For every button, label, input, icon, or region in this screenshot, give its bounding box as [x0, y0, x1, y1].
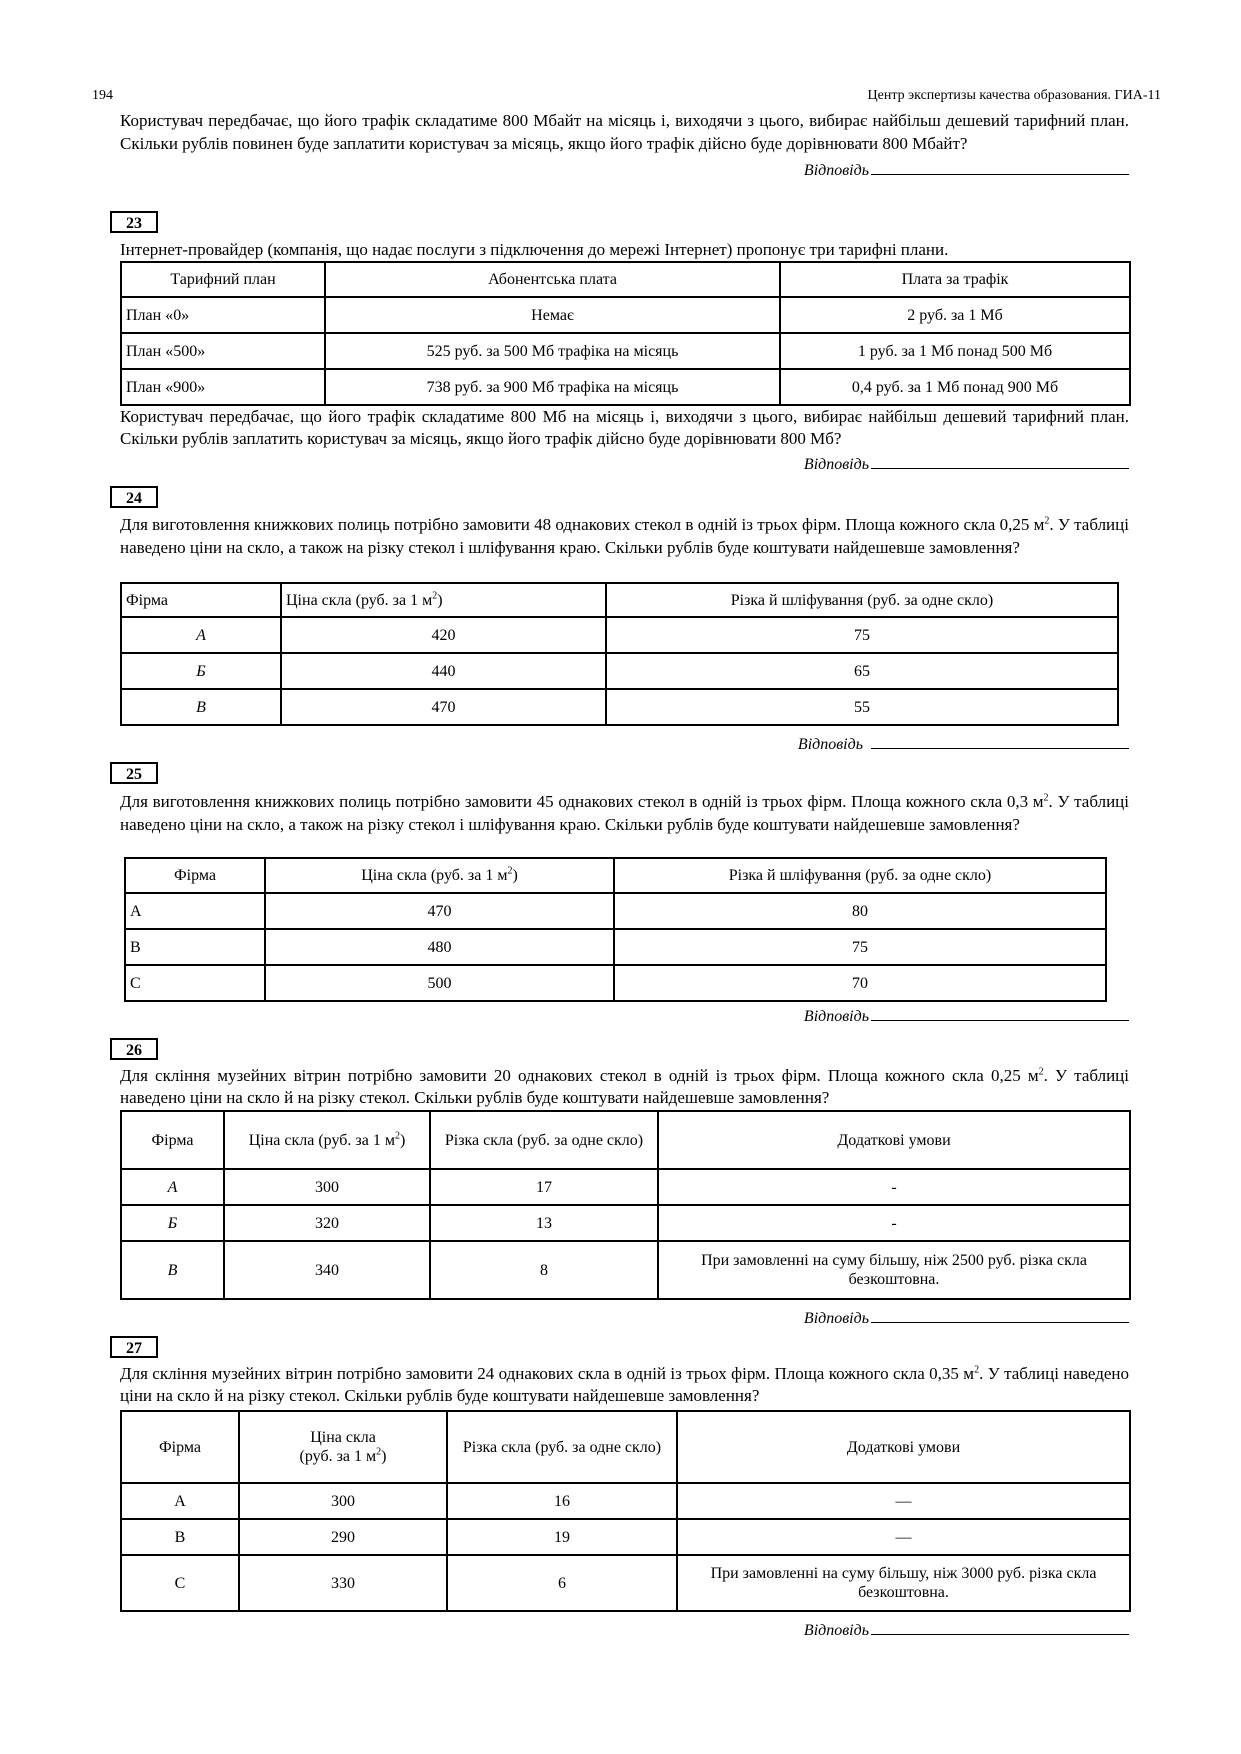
table-cell: 65 [606, 653, 1118, 689]
table-cell: 300 [224, 1169, 430, 1205]
table-cell: 19 [447, 1519, 677, 1555]
table-cell: 8 [430, 1241, 658, 1299]
table-cell: В [121, 689, 281, 725]
table-cell: План «900» [121, 369, 325, 405]
answer-label: Відповідь [797, 736, 863, 753]
header-cell: Тарифний план [121, 262, 325, 297]
answer-line[interactable] [871, 1004, 1129, 1021]
superscript: 2 [1038, 1066, 1044, 1078]
text-part: Для виготовлення книжкових полиць потрібно замовити 48 однакових стекол в одній із трьох фірм. Площа кожного скла 0,25 м [120, 515, 1045, 534]
task27-table [120, 1410, 1131, 1612]
table-cell: - [658, 1205, 1130, 1241]
table-cell: В [121, 1241, 224, 1299]
answer-line[interactable] [871, 732, 1129, 749]
header-cell: Різка й шліфування (руб. за одне скло) [614, 858, 1106, 893]
table-row [125, 929, 1106, 965]
table-cell: 0,4 руб. за 1 Мб понад 900 Мб [780, 369, 1130, 405]
table-header-row [121, 1111, 1130, 1169]
table-cell: 1 руб. за 1 Мб понад 500 Мб [780, 333, 1130, 369]
table-header-row [121, 583, 1118, 617]
task27-text [120, 1363, 1129, 1407]
table-cell: А [121, 617, 281, 653]
table-cell: - [658, 1169, 1130, 1205]
table-cell: 470 [265, 893, 614, 929]
superscript: 2 [1043, 792, 1049, 804]
table-header-row [125, 858, 1106, 893]
table-row [121, 1205, 1130, 1241]
header-cell: Плата за трафік [780, 262, 1130, 297]
table-header-row [121, 262, 1130, 297]
answer-line[interactable] [871, 158, 1129, 175]
table-cell: 440 [281, 653, 606, 689]
header-cell: Додаткові умови [677, 1411, 1130, 1483]
table-cell: План «500» [121, 333, 325, 369]
table-cell: 2 руб. за 1 Мб [780, 297, 1130, 333]
text-part: . У таблиці наведено ціни на скло й на різку стекол. Скільки рублів буде коштувати найдешевше замовлення? [120, 1066, 1129, 1107]
table-cell: — [677, 1483, 1130, 1519]
table-row [121, 653, 1118, 689]
table-row [121, 1519, 1130, 1555]
text-part: Для виготовлення книжкових полиць потрібно замовити 45 однакових стекол в одній із трьох фірм. Площа кожного скла 0,3 м [120, 792, 1044, 811]
table-cell: 320 [224, 1205, 430, 1241]
answer-label: Відповідь [803, 456, 869, 473]
answer-line[interactable] [871, 452, 1129, 469]
header-cell: Різка й шліфування (руб. за одне скло) [606, 583, 1118, 617]
table-row [121, 297, 1130, 333]
table-cell: 70 [614, 965, 1106, 1001]
table-cell: A [125, 893, 265, 929]
table-cell: 470 [281, 689, 606, 725]
table-cell: 75 [606, 617, 1118, 653]
answer-label: Відповідь [803, 162, 869, 179]
header-cell: Додаткові умови [658, 1111, 1130, 1169]
header-cell: Фірма [121, 1411, 239, 1483]
task-number-23: 23 [110, 211, 158, 233]
task26-answer [804, 1306, 1129, 1328]
page-number: 194 [92, 88, 113, 103]
task26-table [120, 1110, 1131, 1300]
table-cell: А [121, 1169, 224, 1205]
task-number-26: 26 [110, 1038, 158, 1060]
header-cell: Фірма [121, 583, 281, 617]
task-number-25: 25 [110, 762, 158, 784]
superscript: 2 [1044, 515, 1050, 527]
header-cell: Фірма [125, 858, 265, 893]
task24-answer [798, 732, 1129, 754]
table-cell: В [121, 1519, 239, 1555]
header-cell: Різка скла (руб. за одне скло) [447, 1411, 677, 1483]
table-cell: 300 [239, 1483, 447, 1519]
table-row [125, 893, 1106, 929]
task24-table [120, 582, 1119, 726]
table-cell: 290 [239, 1519, 447, 1555]
header-cell: Ціна скла (руб. за 1 $м^2$) [239, 1411, 447, 1483]
table-row [121, 1241, 1130, 1299]
table-cell: С [121, 1555, 239, 1611]
table-cell: 6 [447, 1555, 677, 1611]
running-head: Центр экспертизы качества образования. ГИА-11 [867, 88, 1161, 103]
intro-answer [804, 158, 1129, 180]
table-row [121, 1169, 1130, 1205]
table-cell: 16 [447, 1483, 677, 1519]
task25-text [120, 790, 1129, 836]
task23-table [120, 261, 1131, 406]
table-cell: — [677, 1519, 1130, 1555]
answer-label: Відповідь [803, 1008, 869, 1025]
answer-label: Відповідь [803, 1622, 869, 1639]
table-cell: 500 [265, 965, 614, 1001]
table-cell: 55 [606, 689, 1118, 725]
task23-answer [804, 452, 1129, 474]
header-cell: Ціна скла (руб. за 1 $м^2$) [265, 858, 614, 893]
answer-line[interactable] [871, 1618, 1129, 1635]
task25-answer [804, 1004, 1129, 1026]
task-number-24: 24 [110, 486, 158, 508]
superscript: 2 [974, 1364, 980, 1376]
intro-paragraph: Користувач передбачає, що його трафік складатиме 800 Мбайт на місяць і, виходячи з цього, вибирає найбільш дешевий тарифний план. Скільки рублів повинен буде заплатити користувач за місяць, якщо його трафік дійсно буде дорівнювати 800 Мбайт? [120, 111, 1129, 153]
table-row [121, 1555, 1130, 1611]
table-cell: 17 [430, 1169, 658, 1205]
table-row [121, 1483, 1130, 1519]
table-cell: B [125, 929, 265, 965]
table-cell: При замовленні на суму більшу, ніж 3000 руб. різка скла безкоштовна. [677, 1555, 1130, 1611]
task25-table [124, 857, 1107, 1002]
table-cell: 80 [614, 893, 1106, 929]
header-cell: Абонентська плата [325, 262, 780, 297]
task27-answer [804, 1618, 1129, 1640]
table-cell: 13 [430, 1205, 658, 1241]
header-cell: Різка скла (руб. за одне скло) [430, 1111, 658, 1169]
table-cell: Б [121, 1205, 224, 1241]
table-cell: При замовленні на суму більшу, ніж 2500 руб. різка скла безкоштовна. [658, 1241, 1130, 1299]
table-cell: 420 [281, 617, 606, 653]
task24-text [120, 513, 1129, 559]
text-part: Для скління музейних вітрин потрібно замовити 24 однакових скла в одній із трьох фірм. Площа кожного скла 0,35 м [120, 1364, 975, 1383]
text-part: Для скління музейних вітрин потрібно замовити 20 однакових стекол в одній із трьох фірм. Площа кожного скла 0,25 м [120, 1066, 1039, 1085]
table-cell: 75 [614, 929, 1106, 965]
table-row [121, 333, 1130, 369]
task23-after-text: Користувач передбачає, що його трафік складатиме 800 Мб на місяць і, виходячи з цього, вибирає найбільш дешевий тарифний план. Скільки рублів заплатить користувач за місяць, якщо його трафік дійсно буде дорівнювати 800 Мб? [120, 407, 1129, 448]
task26-text [120, 1065, 1129, 1109]
header-cell: Ціна скла (руб. за 1 $м^2$) [281, 583, 606, 617]
answer-label: Відповідь [803, 1310, 869, 1327]
header-cell: Фірма [121, 1111, 224, 1169]
table-cell: C [125, 965, 265, 1001]
table-cell: 330 [239, 1555, 447, 1611]
answer-line[interactable] [871, 1306, 1129, 1323]
table-cell: 738 руб. за 900 Мб трафіка на місяць [325, 369, 780, 405]
table-row [125, 965, 1106, 1001]
table-cell: 340 [224, 1241, 430, 1299]
table-row [121, 617, 1118, 653]
table-cell: Б [121, 653, 281, 689]
table-cell: А [121, 1483, 239, 1519]
table-header-row [121, 1411, 1130, 1483]
table-cell: 480 [265, 929, 614, 965]
text-part: . У таблиці наведено ціни на скло й на різку стекол. Скільки рублів буде коштувати найдешевше замовлення? [120, 1364, 1129, 1405]
header-cell: Ціна скла (руб. за 1 $м^2$) [224, 1111, 430, 1169]
table-row [121, 689, 1118, 725]
table-cell: План «0» [121, 297, 325, 333]
task23-text: Інтернет-провайдер (компанія, що надає послуги з підключення до мережі Інтернет) пропонує три тарифні плани. [120, 240, 949, 259]
text-part: . У таблиці наведено ціни на скло, а також на різку стекол і шліфування краю. Скільки рублів буде коштувати найдешевше замовлення? [120, 792, 1129, 834]
text-part: . У таблиці наведено ціни на скло, а також на різку стекол і шліфування краю. Скільки рублів буде коштувати найдешевше замовлення? [120, 515, 1129, 557]
table-row [121, 369, 1130, 405]
task-number-27: 27 [110, 1336, 158, 1358]
table-cell: 525 руб. за 500 Мб трафіка на місяць [325, 333, 780, 369]
table-cell: Немає [325, 297, 780, 333]
